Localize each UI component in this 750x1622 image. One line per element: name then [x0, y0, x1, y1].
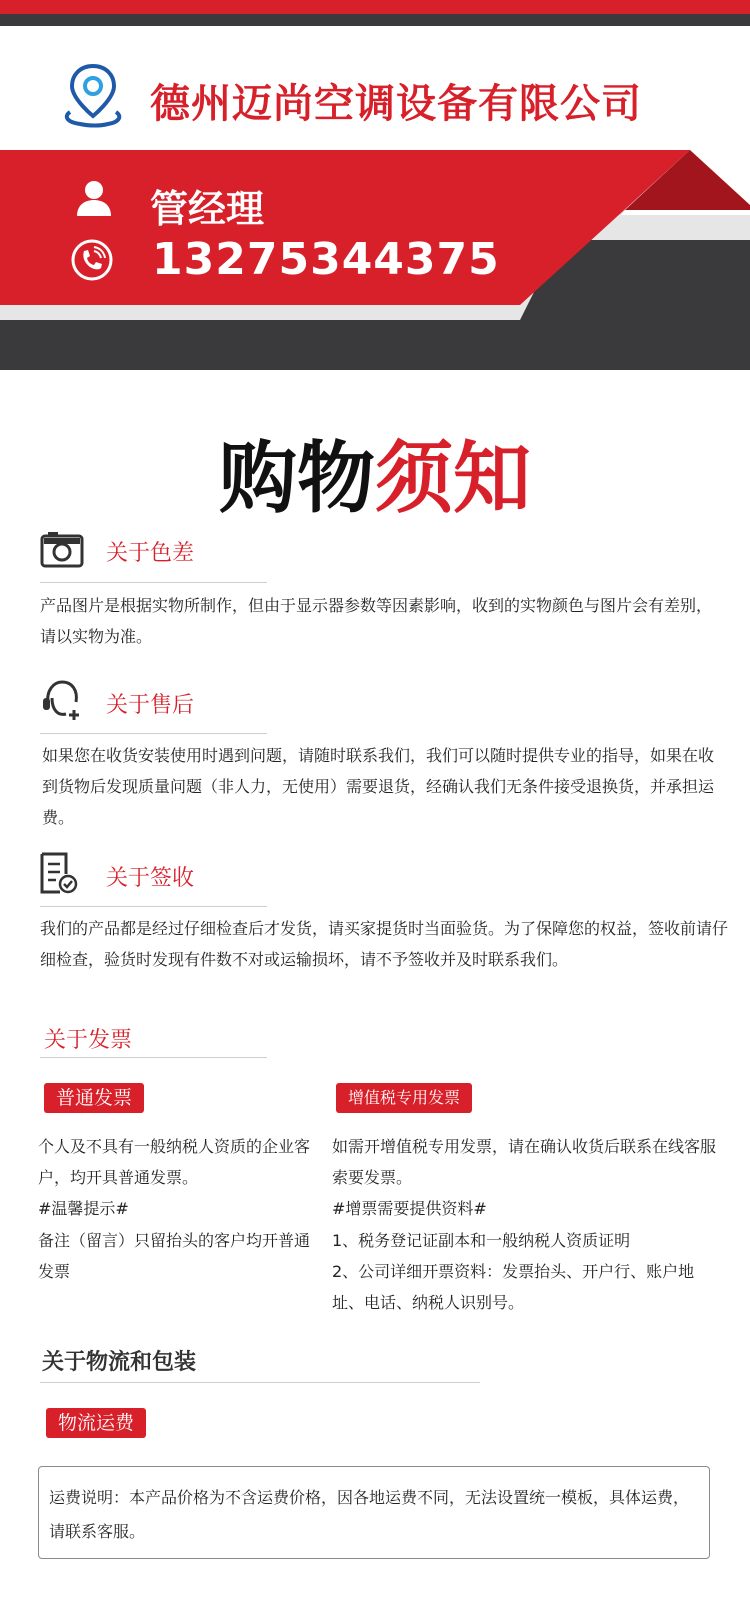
section-divider [40, 1382, 480, 1383]
vat-invoice-tip-label: #增票需要提供资料# [332, 1199, 487, 1218]
section-title-color-diff: 关于色差 [106, 541, 195, 566]
top-gray-stripe [0, 14, 750, 26]
camera-icon [40, 530, 84, 568]
section-title-invoice: 关于发票 [44, 1028, 133, 1053]
contact-phone: 13275344375 [152, 234, 500, 285]
section-text-after-sales: 如果您在收货安装使用时遇到问题，请随时联系我们，我们可以随时提供专业的指导，如果在收到货物后发现质量问题（非人力，无使用）需要退货，经确认我们无条件接受退换货，并承担运费。 [42, 746, 715, 827]
normal-invoice-note: 备注（留言）只留抬头的客户均开普通发票 [38, 1231, 311, 1281]
vat-invoice-text: 如需开增值税专用发票，请在确认收货后联系在线客服索要发票。 [332, 1137, 717, 1187]
section-divider [40, 733, 267, 734]
user-icon [74, 178, 114, 218]
contact-name: 管经理 [150, 187, 265, 231]
page-title [0, 416, 750, 528]
normal-invoice-tip-label: #温馨提示# [38, 1199, 129, 1218]
section-text-color-diff: 产品图片是根据实物所制作，但由于显示器参数等因素影响，收到的实物颜色与图片会有差别，请以实物为准。 [40, 596, 713, 646]
section-text-receipt: 我们的产品都是经过仔细检查后才发货，请买家提货时当面验货。为了保障您的权益，签收前请仔细检查，验货时发现有件数不对或运输损坏，请不予签收并及时联系我们。 [40, 919, 729, 969]
vat-invoice-item-1: 1、税务登记证副本和一般纳税人资质证明 [332, 1231, 631, 1250]
section-title-after-sales: 关于售后 [106, 693, 195, 718]
section-divider [40, 906, 267, 907]
section-title-logistics: 关于物流和包装 [42, 1350, 197, 1375]
sign-document-icon [38, 852, 80, 894]
logistics-fee-badge: 物流运费 [46, 1408, 146, 1438]
page-title-part1: 购物 [218, 434, 375, 524]
headset-icon [40, 678, 84, 722]
company-name: 德州迈尚空调设备有限公司 [150, 81, 642, 127]
section-title-receipt: 关于签收 [106, 866, 195, 891]
page-title-part2: 须知 [375, 434, 532, 524]
section-divider [40, 582, 267, 583]
section-divider [40, 1057, 267, 1058]
logistics-fee-box [38, 1466, 710, 1559]
location-pin-icon [60, 62, 126, 128]
phone-icon [70, 238, 114, 282]
normal-invoice-text: 个人及不具有一般纳税人资质的企业客户，均开具普通发票。 [38, 1137, 311, 1187]
normal-invoice-badge: 普通发票 [44, 1083, 144, 1113]
vat-invoice-badge: 增值税专用发票 [336, 1083, 472, 1113]
vat-invoice-item-2: 2、公司详细开票资料：发票抬头、开户行、账户地址、电话、纳税人识别号。 [332, 1262, 695, 1312]
logistics-fee-text: 运费说明：本产品价格为不含运费价格，因各地运费不同，无法设置统一模板，具体运费，请联系客服。 [49, 1488, 690, 1541]
top-red-stripe [0, 0, 750, 14]
